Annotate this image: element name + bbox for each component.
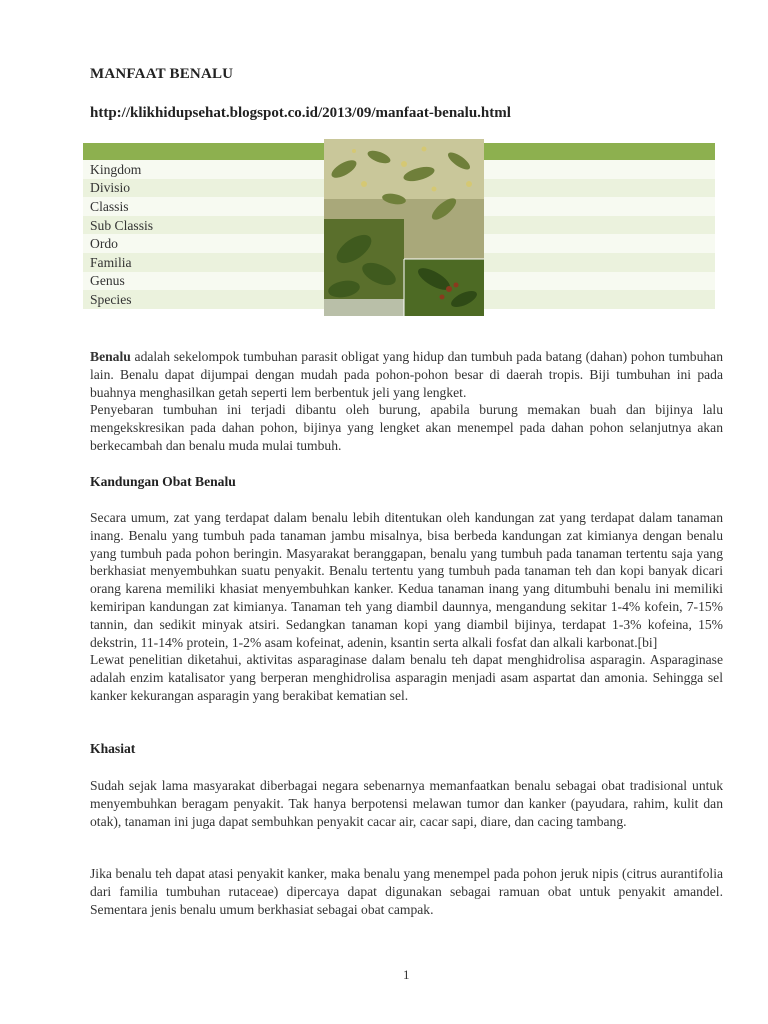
benalu-photo — [324, 139, 484, 316]
document-title: MANFAAT BENALU — [90, 66, 234, 82]
intro-paragraph-1-text: adalah sekelompok tumbuhan parasit obligat yang hidup dan tumbuh pada batang (dahan) pohon tumbuhan lain. Benalu dapat dijumpai dengan mudah pada pohon-pohon besar di daerah tropis. Biji tumbuhan ini pada buahnya menghasilkan getah seperti lem berbentuk jeli yang lengket. — [90, 349, 723, 400]
intro-paragraph-1 — [90, 348, 723, 401]
section-heading-kandungan: Kandungan Obat Benalu — [90, 474, 236, 489]
taxonomy-label: Ordo — [83, 234, 308, 253]
taxonomy-label: Divisio — [83, 179, 308, 198]
taxonomy-label: Familia — [83, 253, 308, 272]
khasiat-paragraph-2: Jika benalu teh dapat atasi penyakit kanker, maka benalu yang menempel pada pohon jeruk nipis (citrus aurantifolia dari familia tumbuhan rutaceae) dipercaya dapat digunakan sebagai ramuan obat untuk penyakit amandel. Sementara jenis benalu umum berkhasiat sebagai obat campak. — [90, 866, 723, 917]
khasiat-paragraph-1: Sudah sejak lama masyarakat diberbagai negara sebenarnya memanfaatkan benalu sebagai obat tradisional untuk menyembuhkan beragam penyakit. Tak hanya berpotensi melawan tumor dan kanker (payudara, rahim, kulit dan otak), tanaman ini juga dapat sembuhkan penyakit cacar air, cacar sapi, diare, dan cacing tambang. — [90, 778, 723, 829]
kandungan-paragraph-2: Lewat penelitian diketahui, aktivitas asparaginase dalam benalu teh dapat menghidrolisa asparagin. Asparaginase adalah enzim katalisator yang berperan menghidrolisa asparagin menjadi asam aspartat dan amonia. Sehingga sel kanker kekurangan asparagin yang berakibat kematian sel. — [90, 652, 723, 703]
kandungan-paragraph-1: Secara umum, zat yang terdapat dalam benalu lebih ditentukan oleh kandungan zat yang terdapat dalam tanaman inang. Benalu yang tumbuh pada tanaman jambu misalnya, bisa berbeda kandungan zat kimianya dengan benalu yang tumbuh pada pohon beringin. Masyarakat beranggapan, benalu yang tumbuh pada tanaman tertentu saja yang berkhasiat menyembuhkan suatu penyakit. Benalu tertentu yang tumbuh pada tanaman teh dan kopi banyak dicari orang karena memiliki khasiat menyembuhkan kanker. Kedua tanaman inang yang ditumbuhi benalu ini memiliki kemiripan kandungan zat kimianya. Tanaman teh yang diambil daunnya, mengandung sekitar 1-4% kofein, 7-15% tannin, dan sedikit minyak atsiri. Sedangkan tanaman kopi yang diambil bijinya, terdapat 1-3% kofeina, 15% dekstrin, 11-14% protein, 1-2% asam kofeinat, adenin, ksantin serta alkali fosfat dan alkali karbonat.[bi] — [90, 510, 723, 650]
intro-section — [90, 348, 723, 455]
taxonomy-label: Classis — [83, 197, 308, 216]
intro-bold-term: Benalu — [90, 349, 131, 364]
taxonomy-label: Kingdom — [83, 160, 308, 179]
intro-paragraph-2: Penyebaran tumbuhan ini terjadi dibantu oleh burung, apabila burung memakan buah dan bijinya lalu mengekskresikan pada dahan pohon, bijinya yang lengket akan menempel pada dahan pohon selanjutnya akan berkecambah dan benalu muda mulai tumbuh. — [90, 402, 723, 453]
page-number: 1 — [403, 967, 410, 982]
section-heading-khasiat: Khasiat — [90, 741, 136, 756]
taxonomy-label: Sub Classis — [83, 216, 308, 235]
source-url: http://klikhidupsehat.blogspot.co.id/2013/09/manfaat-benalu.html — [90, 105, 511, 121]
benalu-plant-image — [324, 139, 484, 316]
kandungan-section — [90, 509, 723, 705]
taxonomy-label: Species — [83, 290, 308, 309]
taxonomy-label: Genus — [83, 272, 308, 291]
